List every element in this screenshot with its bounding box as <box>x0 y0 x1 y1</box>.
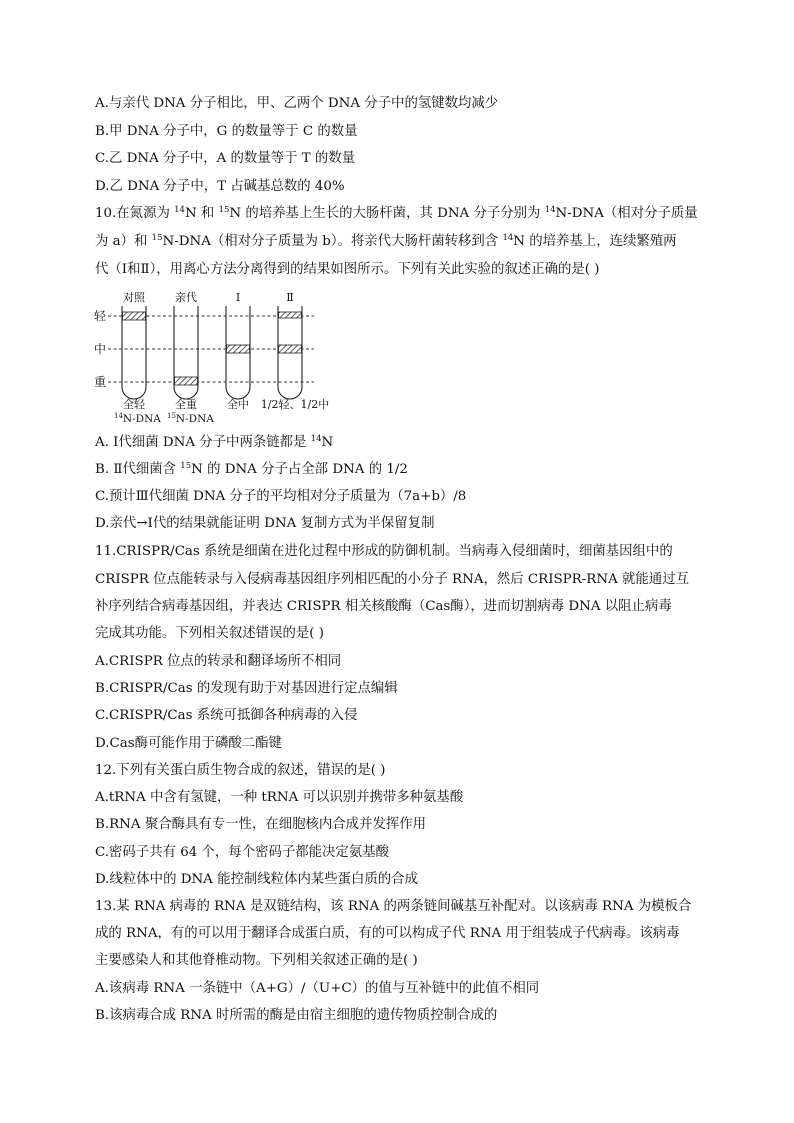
tube-label-gen2: Ⅱ <box>286 291 294 304</box>
tube-label-parent: 亲代 <box>175 291 197 304</box>
tube-label-control: 对照 <box>123 291 145 304</box>
density-label-medium: 中 <box>94 342 107 356</box>
q11-option-a: A.CRISPR 位点的转录和翻译场所不相同 <box>95 654 342 669</box>
label-15n-dna: $^{15}$N-DNA <box>167 412 214 425</box>
q10-option-d: D.亲代→Ⅰ代的结果就能证明 DNA 复制方式为半保留复制 <box>95 516 435 531</box>
q11-option-c: C.CRISPR/Cas 系统可抵御各种病毒的入侵 <box>95 708 358 723</box>
centrifuge-figure <box>92 290 342 426</box>
q12-stem: 12.下列有关蛋白质生物合成的叙述，错误的是( ) <box>95 763 386 778</box>
q9-option-b: B.甲 DNA 分子中，G 的数量等于 C 的数量 <box>95 124 358 139</box>
result-gen2: 1/2轻、1/2中 <box>260 398 330 411</box>
q12-option-b: B.RNA 聚合酶具有专一性，在细胞核内合成并发挥作用 <box>95 817 427 832</box>
density-label-heavy: 重 <box>94 375 107 389</box>
q11-stem-line1: 11.CRISPR/Cas 系统是细菌在进化过程中形成的防御机制。当病毒入侵细菌时，细菌基因组中的 <box>95 544 673 559</box>
q9-option-d: D.乙 DNA 分子中，T 占碱基总数的 40% <box>95 179 345 194</box>
q10-stem-line2: 为 a）和 $^{15}$N-DNA（相对分子质量为 b）。将亲代大肠杆菌转移到含 $^{14}$N 的培养基上，连续繁殖两 <box>95 233 677 249</box>
q10-option-a: A. Ⅰ代细菌 DNA 分子中两条链都是 $^{14}$N <box>95 434 334 450</box>
q12-option-c: C.密码子共有 64 个，每个密码子都能决定氨基酸 <box>95 845 389 860</box>
band-parent-heavy <box>175 377 198 385</box>
result-gen1: 全中 <box>227 398 249 411</box>
q13-stem-line2: 成的 RNA，有的可以用于翻译合成蛋白质，有的可以构成子代 RNA 用于组装成子代病毒。该病毒 <box>95 926 680 941</box>
q12-option-a: A.tRNA 中含有氢键，一种 tRNA 可以识别并携带多种氨基酸 <box>95 790 464 805</box>
result-control: 全轻 <box>123 398 145 411</box>
q11-stem-line4: 完成其功能。下列相关叙述错误的是( ) <box>95 626 324 641</box>
q10-stem-line3: 代（Ⅰ和Ⅱ），用离心方法分离得到的结果如图所示。下列有关此实验的叙述正确的是( ) <box>95 262 600 277</box>
q10-stem-line1: 10.在氮源为 $^{14}$N 和 $^{15}$N 的培养基上生长的大肠杆菌，其 DNA 分子分别为 $^{14}$N-DNA（相对分子质量 <box>95 205 698 221</box>
label-14n-dna: $^{14}$N-DNA <box>114 412 161 425</box>
q9-option-a: A.与亲代 DNA 分子相比，甲、乙两个 DNA 分子中的氢键数均减少 <box>95 96 499 111</box>
band-control-light <box>123 312 146 320</box>
q13-option-a: A.该病毒 RNA 一条链中（A+G）/（U+C）的值与互补链中的此值不相同 <box>95 981 540 996</box>
q10-option-c: C.预计Ⅲ代细菌 DNA 分子的平均相对分子质量为（7a+b）/8 <box>95 489 467 504</box>
q9-option-c: C.乙 DNA 分子中，A 的数量等于 T 的数量 <box>95 151 356 166</box>
q13-stem-line1: 13.某 RNA 病毒的 RNA 是双链结构，该 RNA 的两条链间碱基互补配对。以该病毒 RNA 为模板合 <box>95 899 692 914</box>
q11-stem-line2: CRISPR 位点能转录与入侵病毒基因组序列相匹配的小分子 RNA，然后 CRISPR-RNA 就能通过互 <box>95 572 689 587</box>
result-parent: 全重 <box>175 398 197 411</box>
band-gen2-light <box>279 312 302 318</box>
q10-option-b: B. Ⅱ代细菌含 $^{15}$N 的 DNA 分子占全部 DNA 的 1/2 <box>95 461 408 477</box>
density-label-light: 轻 <box>94 309 107 323</box>
q13-option-b: B.该病毒合成 RNA 时所需的酶是由宿主细胞的遗传物质控制合成的 <box>95 1008 498 1023</box>
q11-stem-line3: 补序列结合病毒基因组，并表达 CRISPR 相关核酸酶（Cas酶），进而切割病毒 DNA 以阻止病毒 <box>95 599 672 614</box>
q11-option-b: B.CRISPR/Cas 的发现有助于对基因进行定点编辑 <box>95 681 398 696</box>
band-gen2-medium <box>279 345 302 353</box>
q13-stem-line3: 主要感染人和其他脊椎动物。下列相关叙述正确的是( ) <box>95 953 418 968</box>
q12-option-d: D.线粒体中的 DNA 能控制线粒体内某些蛋白质的合成 <box>95 872 418 887</box>
tube-label-gen1: Ⅰ <box>235 291 241 304</box>
band-gen1-medium <box>227 345 250 353</box>
q11-option-d: D.Cas酶可能作用于磷酸二酯键 <box>95 736 282 751</box>
